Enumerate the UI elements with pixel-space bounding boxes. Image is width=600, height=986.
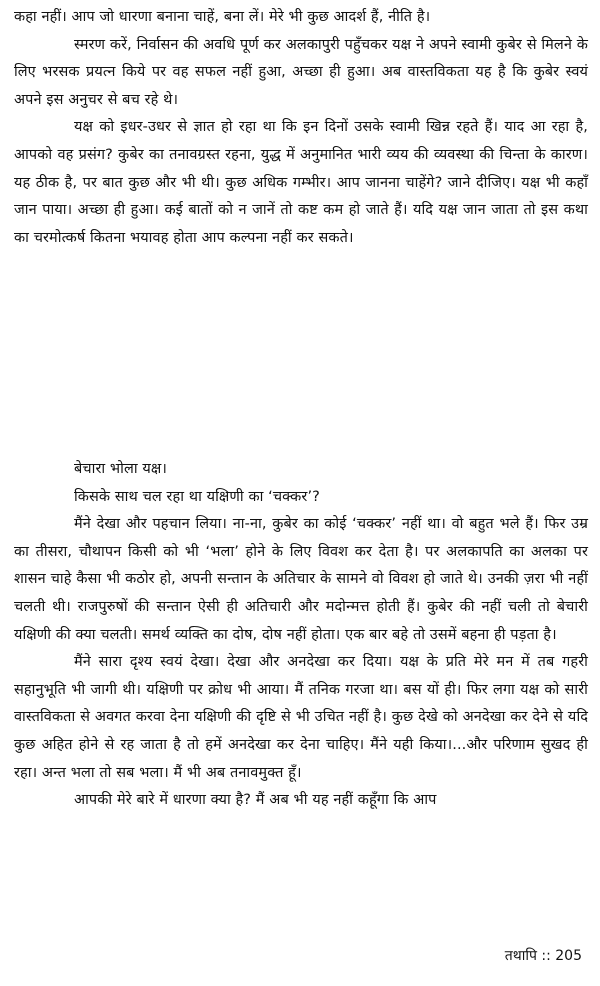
- paragraph: बेचारा भोला यक्ष।: [74, 461, 167, 477]
- text-section-lower: [14, 456, 588, 815]
- page-footer: [505, 946, 582, 966]
- paragraph: किसके साथ चल रहा था यक्षिणी का ‘चक्कर’?: [74, 488, 320, 505]
- running-title: तथापि: [504, 948, 537, 964]
- footer-separator: ::: [541, 948, 551, 964]
- paragraph: स्मरण करें, निर्वासन की अवधि पूर्ण कर अलकापुरी पहुँचकर यक्ष ने अपने स्वामी कुबेर से मिलने के लिए भरसक प्रयत्न किये पर वह सफल नहीं हुआ, अच्छा ही हुआ। अब वास्तविकता यह है कि कुबेर स्वयं अपने इस अनुचर से बच रहे थे।: [14, 36, 588, 108]
- paragraph-continued: कहा नहीं। आप जो धारणा बनाना चाहें, बना लें। मेरे भी कुछ आदर्श हैं, नीति है।: [14, 9, 431, 25]
- paragraph: यक्ष को इधर-उधर से ज्ञात हो रहा था कि इन दिनों उसके स्वामी खिन्न रहते हैं। याद आ रहा है, आपको वह प्रसंग? कुबेर का तनावग्रस्त रहना, युद्ध में अनुमानित भारी व्यय की व्यवस्था की चिन्ता के कारण। यह ठीक है, पर बात कुछ और भी थी। कुछ अधिक गम्भीर। आप जानना चाहेंगे? जाने दीजिए। यक्ष भी कहाँ जान पाया। अच्छा ही हुआ। कई बातों को न जानें तो कष्ट कम हो जाते हैं। यदि यक्ष जान जाता तो इस कथा का चरमोत्कर्ष कितना भयावह होता आप कल्पना नहीं कर सकते।: [14, 119, 588, 246]
- text-section-upper: [14, 4, 588, 252]
- paragraph: मैंने सारा दृश्य स्वयं देखा। देखा और अनदेखा कर दिया। यक्ष के प्रति मेरे मन में तब गहरी सहानुभूति भी जागी थी। यक्षिणी पर क्रोध भी आया। मैं तनिक गरजा था। बस यों ही। फिर लगा यक्ष को सारी वास्तविकता से अवगत करवा देना यक्षिणी की दृष्टि से भी उचित नहीं है। कुछ देखे को अनदेखा कर देने से यदि कुछ अहित होने से रह जाता है तो हमें अनदेखा कर देना चाहिए। मैंने यही किया।...और परिणाम सुखद ही रहा। अन्त भला तो सब भला। मैं भी अब तनावमुक्त हूँ।: [14, 654, 588, 781]
- page-number: 205: [555, 948, 582, 964]
- paragraph: मैंने देखा और पहचान लिया। ना-ना, कुबेर का कोई ‘चक्कर’ नहीं था। वो बहुत भले हैं। फिर उम्र का तीसरा, चौथापन किसी को भी ‘भला’ होने के लिए विवश कर देता है। पर अलकापति का अलका पर शासन चाहे कैसा भी कठोर हो, अपनी सन्तान के अतिचार के सामने वो विवश हो जाते थे। उनकी ज़रा भी नहीं चलती थी। राजपुरुषों की सन्तान ऐसी ही अतिचारी और मदोन्मत्त होती हैं। कुबेर की नहीं चली तो बेचारी यक्षिणी की क्या चलती। समर्थ व्यक्ति का दोष, दोष नहीं होता। एक बार बहे तो उसमें बहना ही पड़ता है।: [14, 516, 588, 643]
- paragraph: आपकी मेरे बारे में धारणा क्या है? मैं अब भी यह नहीं कहूँगा कि आप: [74, 792, 437, 809]
